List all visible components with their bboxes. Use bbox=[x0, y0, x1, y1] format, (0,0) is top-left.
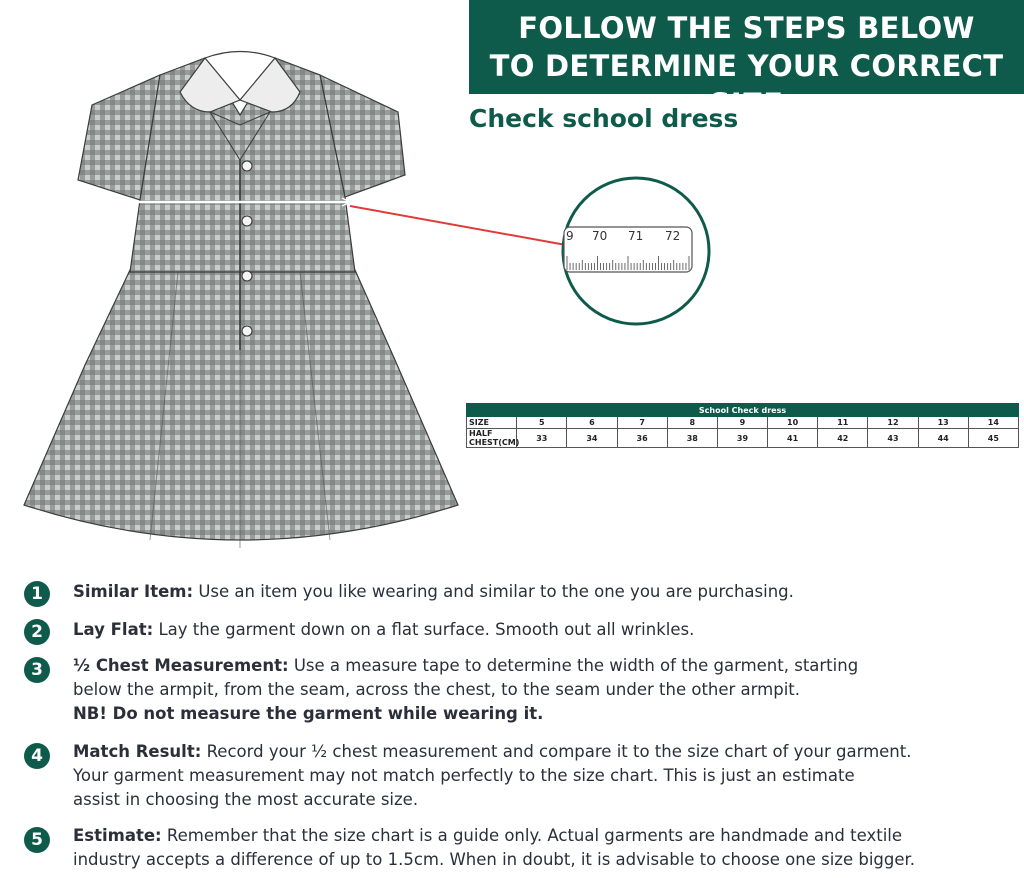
step-title: Match Result: bbox=[73, 742, 202, 761]
size-cell: 12 bbox=[868, 417, 918, 429]
step-number-badge: 3 bbox=[24, 657, 50, 683]
size-cell: 13 bbox=[918, 417, 968, 429]
size-cell: 10 bbox=[768, 417, 818, 429]
half-chest-cell: 33 bbox=[517, 429, 567, 448]
tape-label: 9 bbox=[566, 229, 574, 243]
half-chest-cell: 43 bbox=[868, 429, 918, 448]
pointer-line bbox=[350, 206, 566, 245]
half-chest-cell: 36 bbox=[617, 429, 667, 448]
half-chest-cell: 45 bbox=[968, 429, 1018, 448]
size-cell: 11 bbox=[818, 417, 868, 429]
half-chest-cell: 39 bbox=[717, 429, 767, 448]
half-chest-cell: 42 bbox=[818, 429, 868, 448]
size-cell: 6 bbox=[567, 417, 617, 429]
step-title: Estimate: bbox=[73, 826, 162, 845]
step-text bbox=[73, 740, 1013, 812]
half-chest-cell: 38 bbox=[667, 429, 717, 448]
tape-label: 72 bbox=[665, 229, 681, 243]
step-number-badge: 5 bbox=[24, 827, 50, 853]
step-title: Lay Flat: bbox=[73, 620, 154, 639]
page-subtitle: Check school dress bbox=[469, 104, 739, 133]
step-line: Record your ½ chest measurement and compare it to the size chart of your garment. bbox=[206, 742, 912, 761]
step-line: below the armpit, from the seam, across the chest, to the seam under the other armpit. bbox=[73, 680, 800, 699]
step-line: Remember that the size chart is a guide only. Actual garments are handmade and textile bbox=[166, 826, 903, 845]
step-line: Lay the garment down on a flat surface. Smooth out all wrinkles. bbox=[158, 620, 695, 639]
step-text bbox=[73, 824, 1013, 872]
step-number-badge: 4 bbox=[24, 743, 50, 769]
step-line: Your garment measurement may not match perfectly to the size chart. This is just an estimate bbox=[73, 766, 855, 785]
step-line: Use a measure tape to determine the width of the garment, starting bbox=[293, 656, 859, 675]
half-chest-cell: 34 bbox=[567, 429, 617, 448]
step-line: Use an item you like wearing and similar to the one you are purchasing. bbox=[198, 582, 794, 601]
tape-magnifier bbox=[563, 178, 709, 324]
size-cell: 14 bbox=[968, 417, 1018, 429]
size-cell: 9 bbox=[717, 417, 767, 429]
step-text bbox=[73, 618, 1013, 642]
header-line-2: TO DETERMINE YOUR CORRECT SIZE bbox=[489, 49, 1004, 121]
step-title: ½ Chest Measurement: bbox=[73, 656, 289, 675]
step-note: NB! Do not measure the garment while wearing it. bbox=[73, 704, 544, 723]
step-text bbox=[73, 654, 1013, 726]
step-number-badge: 1 bbox=[24, 581, 50, 607]
half-chest-cell: 41 bbox=[768, 429, 818, 448]
size-cell: 8 bbox=[667, 417, 717, 429]
half-chest-row-label: HALF CHEST(CM) bbox=[467, 429, 517, 448]
tape-label: 70 bbox=[592, 229, 608, 243]
half-chest-row bbox=[467, 429, 1019, 448]
size-table bbox=[466, 403, 1019, 448]
step-title: Similar Item: bbox=[73, 582, 194, 601]
size-table-caption: School Check dress bbox=[467, 404, 1019, 417]
step-number-badge: 2 bbox=[24, 619, 50, 645]
half-chest-cell: 44 bbox=[918, 429, 968, 448]
size-cell: 7 bbox=[617, 417, 667, 429]
step-line: industry accepts a difference of up to 1.5cm. When in doubt, it is advisable to choose one size bigger. bbox=[73, 850, 916, 869]
step-text bbox=[73, 580, 1013, 604]
size-row-label: SIZE bbox=[467, 417, 517, 429]
header-line-1: FOLLOW THE STEPS BELOW bbox=[518, 11, 975, 45]
size-cell: 5 bbox=[517, 417, 567, 429]
dress-skirt bbox=[24, 270, 458, 540]
tape-label: 71 bbox=[628, 229, 644, 243]
step-line: assist in choosing the most accurate size. bbox=[73, 790, 419, 809]
size-row bbox=[467, 417, 1019, 429]
